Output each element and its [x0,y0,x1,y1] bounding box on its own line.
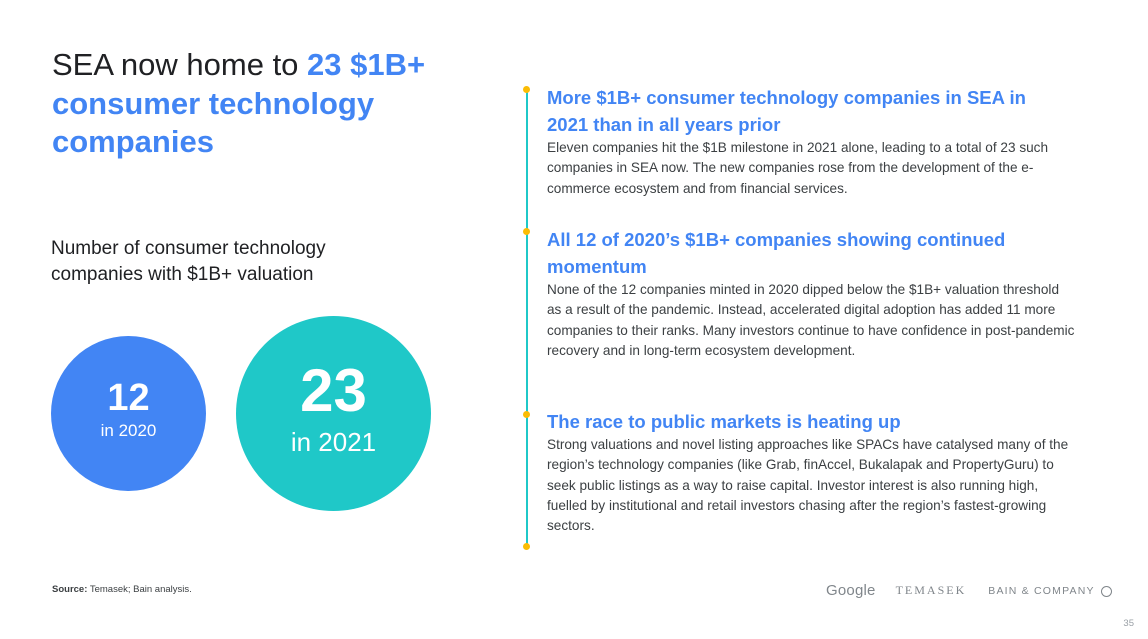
insight-heading: All 12 of 2020’s $1B+ companies showing continued momentum [547,229,1006,277]
bain-mark-icon [1101,586,1112,597]
bain-logo: BAIN & COMPANY [988,584,1095,597]
title-accent: 23 $1B+ consumer technology companies [52,47,426,159]
stat-caption: Number of consumer technology companies with $1B+ valuation [51,238,326,285]
insight-body: Eleven companies hit the $1B milestone in 2021 alone, leading to a total of 23 such companies in SEA now. The new companies rose from the development of the e-commerce ecosystem and from financial services. [547,140,1049,196]
temasek-logo: TEMASEK [895,583,967,597]
timeline-dot-icon [523,228,530,235]
insight-section [547,226,1077,361]
source-text: Temasek; Bain analysis. [87,584,192,595]
stat-circle-2020 [51,336,206,491]
title-plain: SEA now home to [52,47,308,82]
source-label: Source: [52,584,88,595]
insight-body: Strong valuations and novel listing approaches like SPACs have catalysed many of the region’s technology companies (like Grab, finAccel, Bukalapak and PropertyGuru) to seek public listings as a way to raise capital. Investor interest is also running high, fuelled by institutional and retail investors chasing after the region’s fastest-growing sectors. [547,437,1069,534]
stat-number: 12 [107,376,150,419]
timeline-dot-icon [523,86,530,93]
stat-circle-2021 [236,316,431,511]
google-logo: Google [826,582,876,599]
stat-number: 23 [300,356,367,424]
source-note [52,584,192,595]
stat-label: in 2021 [290,426,377,457]
stat-label: in 2020 [100,420,157,440]
page-number: 35 [1123,618,1134,629]
insight-heading: The race to public markets is heating up [547,411,901,432]
timeline-dot-icon [523,411,530,418]
partner-logos [826,582,1112,599]
insight-section [547,408,1077,536]
insight-body: None of the 12 companies minted in 2020 dipped below the $1B+ valuation threshold as a result of the pandemic. Instead, accelerated digital adoption has added 11 more companies to their ranks. Many investors continue to have confidence in post-pandemic recovery and in long-term ecosystem development. [547,282,1075,358]
timeline-line [526,89,528,547]
slide-title [52,46,452,162]
insight-section [547,84,1077,199]
timeline-dot-icon [523,543,530,550]
insight-heading: More $1B+ consumer technology companies in SEA in 2021 than in all years prior [547,87,1026,135]
